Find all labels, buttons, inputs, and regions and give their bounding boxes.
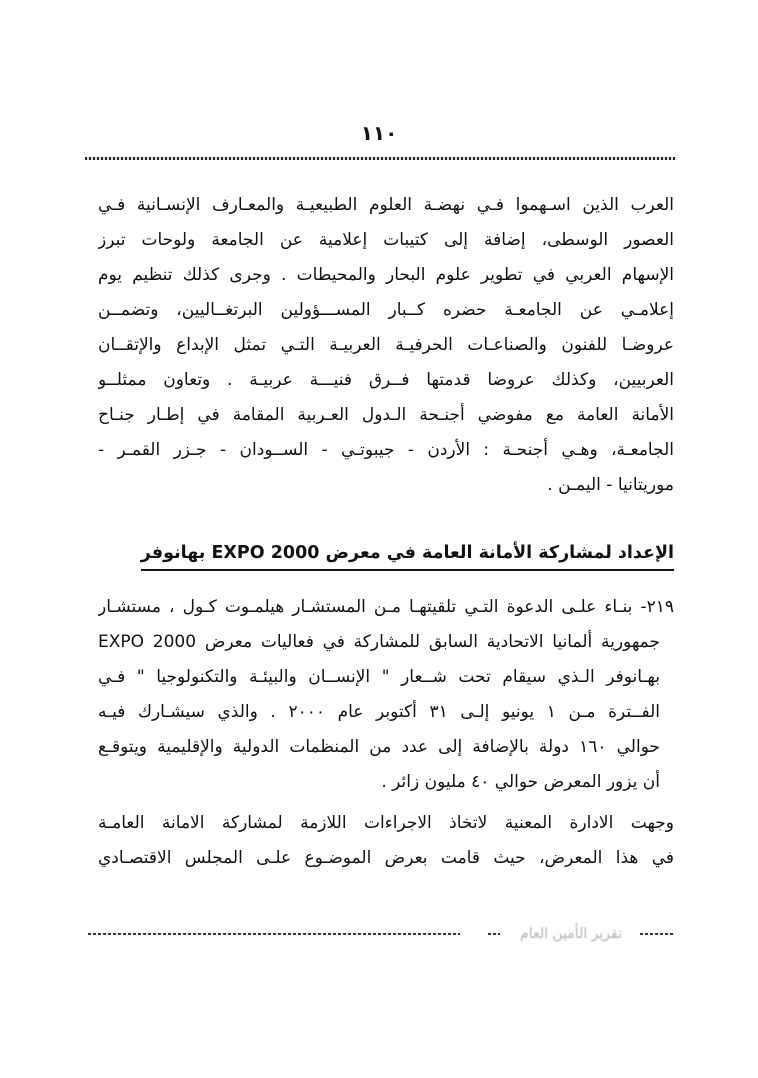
text-line: الإسهام العربي في تطوير علوم البحار والمحيطات . وجرى كذلك تنظيم يوم xyxy=(98,265,674,285)
text-line: بهـانوفر الـذي سيقام تحت شــعار " الإنســان والبيئـة والتكنولوجيا " فـي xyxy=(98,667,660,687)
text-line: في هذا المعرض، حيث قامت بعرض الموضـوع علـى المجلس الاقتصـادي xyxy=(98,848,674,868)
text-line: حوالي ١٦٠ دولة بالإضافة إلى عدد من المنظمات الدولية والإقليمية ويتوقـع xyxy=(98,737,660,757)
section-heading-row xyxy=(98,540,674,573)
text-line: العربيين، وكذلك عروضا قدمتها فــرق فنيـــة عربيـة . وتعاون ممثلــو xyxy=(98,370,674,390)
text-line: موريتانيا - اليمـن . xyxy=(547,475,674,495)
page-number: ١١٠ xyxy=(360,121,398,145)
text-line: وجهت الادارة المعنية لاتخاذ الاجراءات اللازمة لمشاركة الامانة العامـة xyxy=(98,813,674,833)
text-line: إعلامـي عن الجامعـة حضره كــبار المســـؤولين البرتغــاليين، وتضمــن xyxy=(98,300,674,320)
footer-rule-right xyxy=(640,933,674,935)
page-content xyxy=(98,188,674,876)
text-line: جمهورية ألمانيا الاتحادية السابق للمشاركة في فعاليات معرض EXPO 2000 xyxy=(98,632,660,652)
text-line: العرب الذين اسـهموا فـي نهضـة العلوم الطبيعيـة والمعـارف الإنسـانية فـي xyxy=(98,195,674,215)
section-heading-expo: الإعداد لمشاركة الأمانة العامة في معرض EXPO 2000 بهانوفر xyxy=(141,540,674,571)
text-line: الجامعـة، وهـي أجنحـة : الأردن - جيبوتـي - الســودان - جـزر القمـر - xyxy=(98,440,674,460)
text-line: عروضـا للفنون والصناعـات الحرفيـة العربيـة التـي تمثل الإبداع والإتقــان xyxy=(98,335,674,355)
text-line: أن يزور المعرض حوالي ٤٠ مليون زائر . xyxy=(381,772,660,792)
footer-rule-tick xyxy=(488,933,500,935)
text-line: ٢١٩- بنـاء علـى الدعوة التـي تلقيتهـا مـن المستشـار هيلمـوت كـول ، مستشـار xyxy=(98,597,674,617)
footer-rule-left xyxy=(88,933,460,935)
top-divider-rule xyxy=(85,157,677,160)
paragraph-219 xyxy=(98,590,674,800)
paragraph-closing xyxy=(98,806,674,876)
paragraph-intro xyxy=(98,188,674,503)
footer-stamp: تقرير الأمين العام xyxy=(520,925,622,943)
text-line: الفــترة مـن ١ يونيو إلـى ٣١ أكتوبر عام ٢٠٠٠ . والذي سيشـارك فيـه xyxy=(98,702,661,722)
text-line: الأمانة العامة مع مفوضي أجنـحة الـدول العـربية المقامة في إطـار جنـاح xyxy=(98,405,674,425)
page-footer xyxy=(88,926,674,942)
text-line: العصور الوسطى، إضافة إلى كتيبات إعلامية عن الجامعة ولوحات تبرز xyxy=(98,230,674,250)
